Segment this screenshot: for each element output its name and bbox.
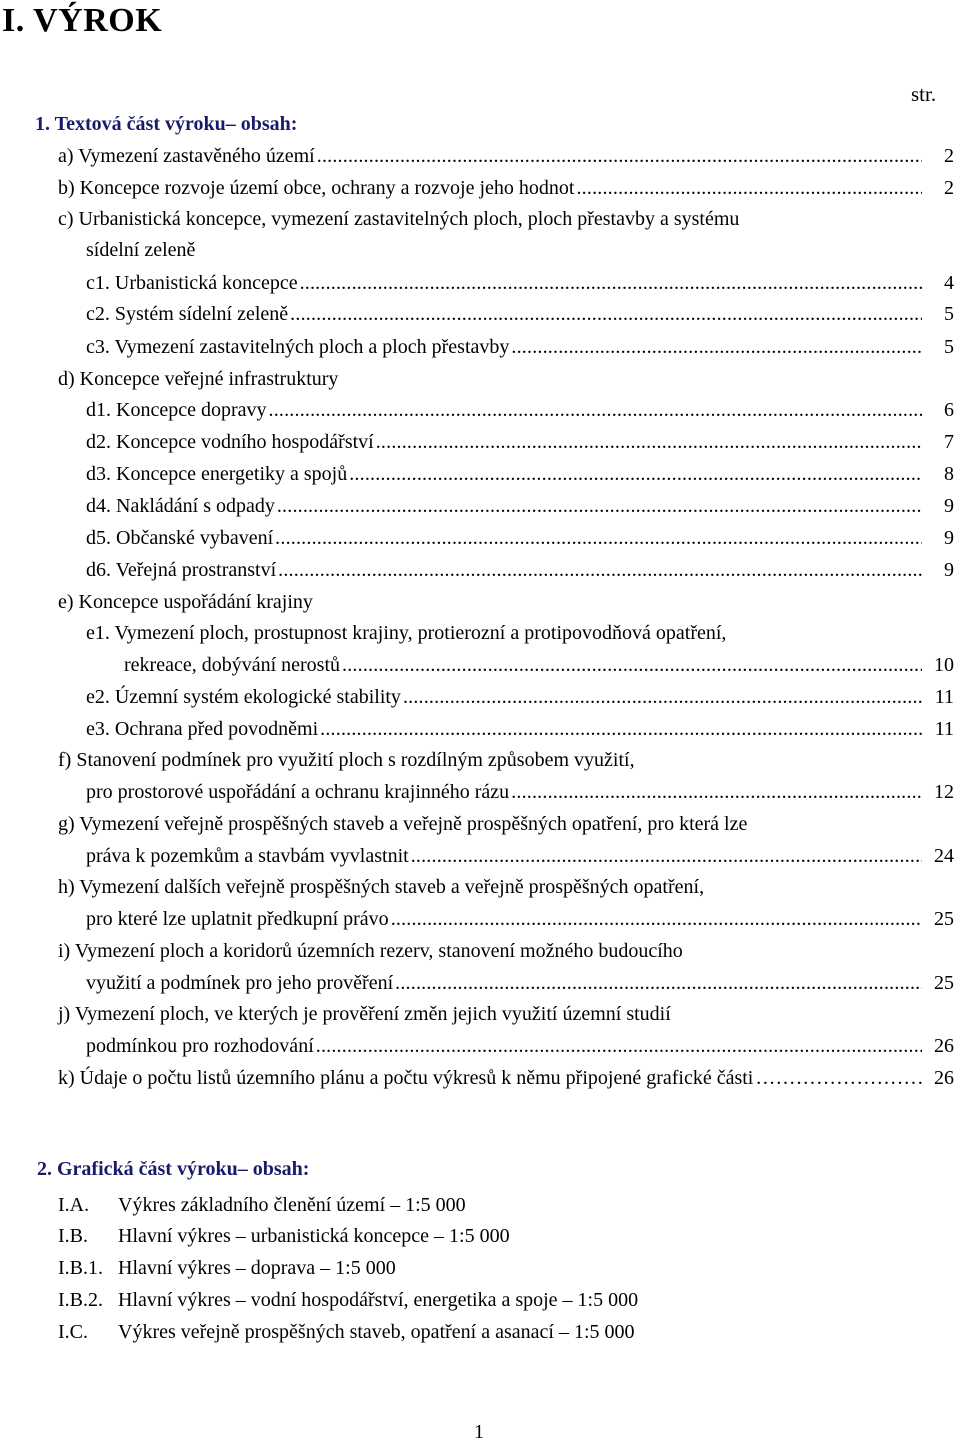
dot-leader [269, 396, 923, 424]
drawing-title: Hlavní výkres – doprava – 1:5 000 [118, 1257, 396, 1279]
page-number: 1 [474, 1421, 484, 1443]
toc-entry-page: 6 [944, 399, 954, 421]
section-heading-graphic-part: 2. Grafická část výroku– obsah: [37, 1158, 310, 1180]
toc-entry-label: a) Vymezení zastavěného území [58, 145, 315, 167]
toc-entry-page: 7 [944, 431, 954, 453]
toc-entry-page: 5 [944, 336, 954, 358]
toc-entry-page: 26 [934, 1067, 954, 1089]
drawing-code: I.B.1. [58, 1257, 103, 1279]
toc-entry-label: podmínkou pro rozhodování [86, 1035, 314, 1057]
toc-entry [86, 300, 954, 328]
dot-leader [290, 300, 922, 328]
toc-entry-page: 24 [934, 845, 954, 867]
toc-entry-label: využití a podmínek pro jeho prověření [86, 972, 394, 994]
toc-entry-page: 25 [934, 972, 954, 994]
toc-entry-label: d1. Koncepce dopravy [86, 399, 267, 421]
dot-leader [317, 142, 922, 170]
toc-entry-page: 9 [944, 495, 954, 517]
dot-leader [395, 969, 922, 997]
toc-entry-label: e2. Územní systém ekologické stability [86, 686, 401, 708]
toc-entry [86, 524, 954, 552]
toc-entry-heading: c) Urbanistická koncepce, vymezení zastavitelných ploch, ploch přestavby a systému [58, 208, 740, 230]
drawing-list-item [58, 1254, 396, 1282]
dot-leader [278, 556, 922, 584]
toc-entry-heading: f) Stanovení podmínek pro využití ploch s rozdílným způsobem využití, [58, 749, 635, 771]
dot-leader [391, 905, 922, 933]
toc-entry [86, 715, 954, 743]
toc-entry-label: práva k pozemkům a stavbám vyvlastnit [86, 845, 409, 867]
toc-entry-label: d6. Veřejná prostranství [86, 559, 277, 581]
toc-entry [86, 842, 954, 870]
drawing-title: Hlavní výkres – urbanistická koncepce – 1:5 000 [118, 1225, 510, 1247]
dot-leader [275, 524, 922, 552]
toc-entry-page: 5 [944, 303, 954, 325]
toc-entry-heading: j) Vymezení ploch, ve kterých je prověření změn jejich využití územní studií [58, 1003, 671, 1025]
dot-leader [376, 428, 922, 456]
toc-entry-label: c2. Systém sídelní zeleně [86, 303, 289, 325]
toc-entry-label: d5. Občanské vybavení [86, 527, 274, 549]
toc-entry [86, 396, 954, 424]
toc-entry-label: pro které lze uplatnit předkupní právo [86, 908, 389, 930]
toc-entry [86, 1032, 954, 1060]
toc-entry [86, 969, 954, 997]
dot-leader [576, 174, 922, 202]
toc-entry [124, 651, 954, 679]
dot-leader [320, 715, 922, 743]
toc-entry [58, 142, 954, 170]
dot-leader [511, 778, 922, 806]
toc-entry-heading: d) Koncepce veřejné infrastruktury [58, 368, 339, 390]
toc-entry [86, 492, 954, 520]
toc-entry-label: c3. Vymezení zastavitelných ploch a ploch přestavby [86, 336, 510, 358]
toc-entry-label: d2. Koncepce vodního hospodářství [86, 431, 374, 453]
toc-entry-page: 26 [934, 1035, 954, 1057]
dot-leader [755, 1064, 922, 1092]
drawing-title: Výkres veřejně prospěšných staveb, opatření a asanací – 1:5 000 [118, 1321, 635, 1343]
toc-entry-page: 12 [934, 781, 954, 803]
toc-entry [86, 556, 954, 584]
toc-entry-heading: h) Vymezení dalších veřejně prospěšných staveb a veřejně prospěšných opatření, [58, 876, 705, 898]
dot-leader [342, 651, 922, 679]
toc-entry-label: e3. Ochrana před povodněmi [86, 718, 319, 740]
drawing-code: I.C. [58, 1321, 88, 1343]
dot-leader [411, 842, 922, 870]
drawing-code: I.B.2. [58, 1289, 103, 1311]
toc-entry-label: b) Koncepce rozvoje území obce, ochrany a rozvoje jeho hodnot [58, 177, 575, 199]
drawing-code: I.A. [58, 1194, 90, 1216]
toc-entry-page: 11 [934, 686, 954, 708]
toc-entry-page: 25 [934, 908, 954, 930]
drawing-title: Hlavní výkres – vodní hospodářství, energetika a spoje – 1:5 000 [118, 1289, 639, 1311]
toc-entry-label: k) Údaje o počtu listů územního plánu a počtu výkresů k němu připojené grafické části [58, 1067, 754, 1089]
toc-entry-page: 11 [934, 718, 954, 740]
drawing-code: I.B. [58, 1225, 88, 1247]
toc-entry-label: d3. Koncepce energetiky a spojů [86, 463, 348, 485]
toc-entry [86, 683, 954, 711]
toc-entry-heading: g) Vymezení veřejně prospěšných staveb a veřejně prospěšných opatření, pro která lze [58, 813, 748, 835]
toc-entry [86, 460, 954, 488]
toc-entry-heading: sídelní zeleně [86, 239, 196, 261]
toc-entry-label: c1. Urbanistická koncepce [86, 272, 298, 294]
drawing-list-item [58, 1318, 635, 1346]
section-heading-text-part: 1. Textová část výroku– obsah: [35, 113, 298, 135]
toc-entry [58, 1064, 954, 1092]
page-title: I. VÝROK [2, 2, 163, 39]
toc-entry-heading: e1. Vymezení ploch, prostupnost krajiny, protierozní a protipovodňová opatření, [86, 622, 727, 644]
toc-entry [58, 174, 954, 202]
toc-entry [86, 428, 954, 456]
dot-leader [277, 492, 922, 520]
toc-entry-page: 10 [934, 654, 954, 676]
toc-entry-label: rekreace, dobývání nerostů [124, 654, 341, 676]
toc-entry-page: 8 [944, 463, 954, 485]
toc-entry-page: 2 [944, 177, 954, 199]
toc-entry [86, 778, 954, 806]
drawing-list-item [58, 1191, 466, 1219]
toc-entry-page: 2 [944, 145, 954, 167]
toc-entry [86, 269, 954, 297]
dot-leader [316, 1032, 922, 1060]
dot-leader [300, 269, 922, 297]
toc-entry-heading: e) Koncepce uspořádání krajiny [58, 591, 313, 613]
dot-leader [403, 683, 922, 711]
toc-entry [86, 333, 954, 361]
toc-entry-page: 9 [944, 527, 954, 549]
toc-entry-heading: i) Vymezení ploch a koridorů územních rezerv, stanovení možného budoucího [58, 940, 683, 962]
page-column-label: str. [911, 82, 937, 106]
dot-leader [511, 333, 922, 361]
toc-entry-page: 9 [944, 559, 954, 581]
toc-entry-page: 4 [944, 272, 954, 294]
drawing-list-item [58, 1222, 510, 1250]
toc-entry [86, 905, 954, 933]
dot-leader [349, 460, 922, 488]
toc-entry-label: d4. Nakládání s odpady [86, 495, 275, 517]
toc-entry-label: pro prostorové uspořádání a ochranu krajinného rázu [86, 781, 510, 803]
drawing-title: Výkres základního členění území – 1:5 000 [118, 1194, 466, 1216]
drawing-list-item [58, 1286, 638, 1314]
